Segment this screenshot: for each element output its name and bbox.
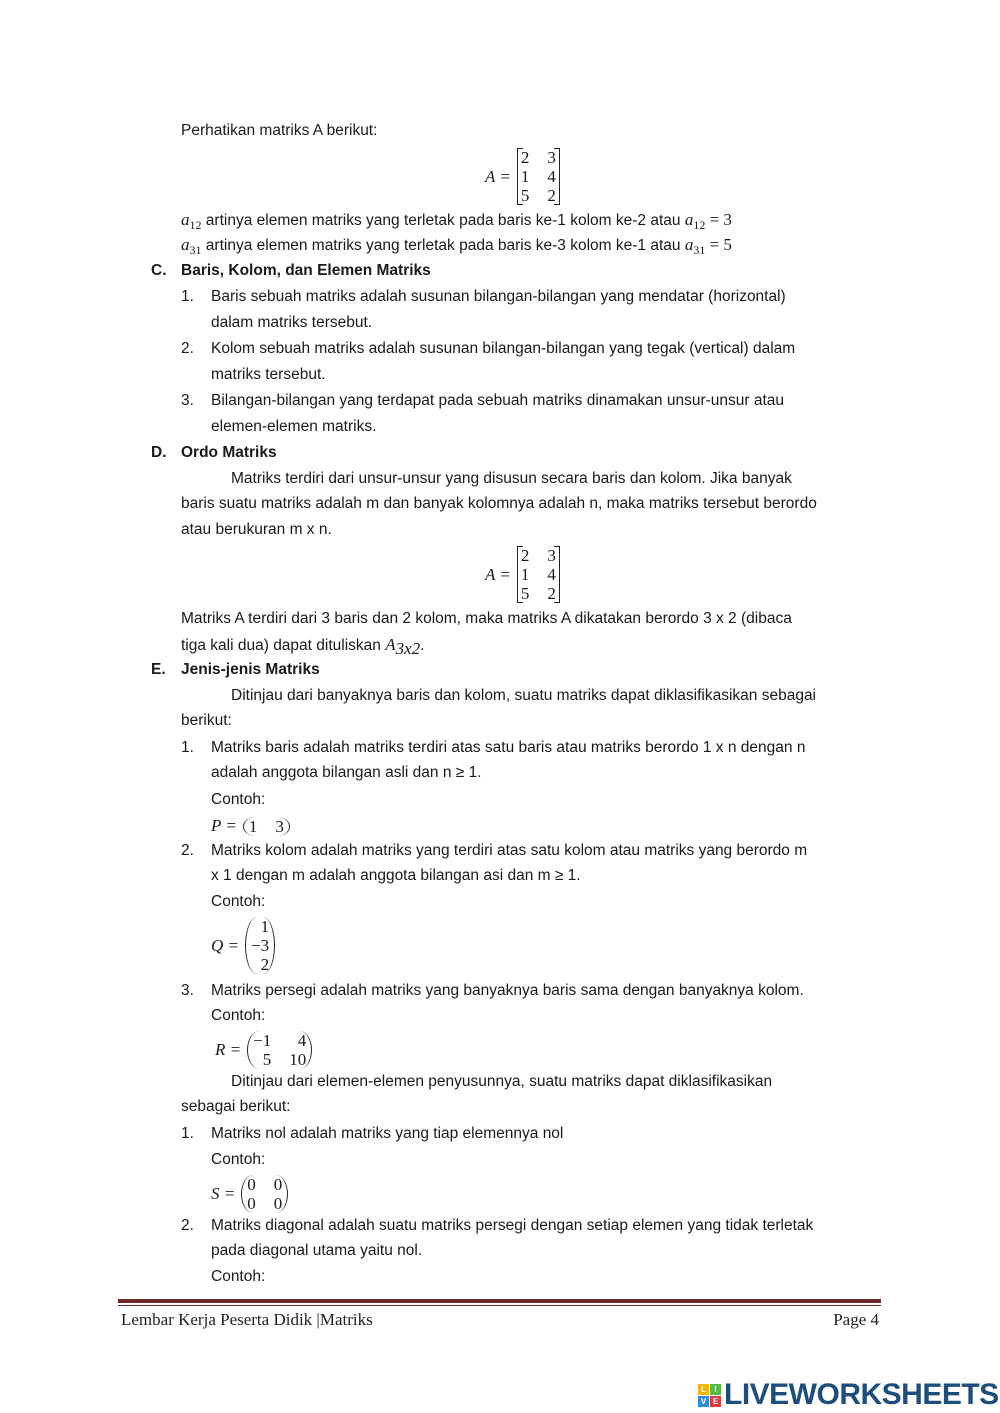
list-item-text: Matriks persegi adalah matriks yang banyaknya baris sama dengan banyaknya kolom. [211,982,804,999]
footer-title: Lembar Kerja Peserta Didik |Matriks [121,1310,373,1329]
matrix-body [245,917,275,974]
matrix-body [247,1031,312,1069]
matrix-label: P = [211,816,237,835]
matrix-cell: 5 [520,186,530,205]
section-d-heading: Ordo Matriks [181,444,277,461]
matrix-cell: 2 [547,186,556,205]
matrix-cell: 0 [247,1175,256,1194]
list-item-text: matriks tersebut. [211,366,326,383]
math-sub: 31 [189,243,202,257]
paragraph-text: atau berukuran m x n. [181,521,332,538]
matrix-a [485,148,560,205]
matrix-cell: 4 [547,167,556,186]
matrix-body [241,1175,288,1213]
list-number: 3. [181,392,194,409]
matrix-cell: 2 [520,546,530,565]
text: . [420,637,425,654]
text: artinya elemen matriks yang terletak pada baris ke-3 kolom ke-1 atau [201,237,685,254]
list-number: 2. [181,340,194,357]
section-e-heading: Jenis-jenis Matriks [181,661,320,678]
paragraph-text: Matriks terdiri dari unsur-unsur yang disusun secara baris dan kolom. Jika banyak [231,470,792,487]
matrix-label: A = [485,564,511,584]
example-label: Contoh: [211,1007,266,1024]
matrix-body [243,817,290,836]
example-label: Contoh: [211,893,266,910]
intro-text: Perhatikan matriks A berikut: [181,122,378,139]
example-label: Contoh: [211,1268,266,1285]
matrix-cell: 4 [547,565,556,584]
example-label: Contoh: [211,791,266,808]
math-var: a [684,210,694,229]
example-label: Contoh: [211,1151,266,1168]
math-sub: 12 [189,218,202,232]
matrix-cell: −3 [251,936,270,955]
math-var: A [385,635,396,654]
matrix-cell: 10 [289,1050,307,1069]
math-sub: 12 [693,218,706,232]
math-var: a [181,210,190,229]
matrix-cell: 1 [520,167,530,186]
matrix-cell: 2 [520,148,530,167]
matrix-label: R = [215,1040,242,1059]
list-number: 3. [181,982,194,999]
paragraph-text: sebagai berikut: [181,1098,291,1115]
logo-text: LIVEWORKSHEETS [724,1378,999,1411]
list-item-text: Matriks kolom adalah matriks yang terdiri atas satu kolom atau matriks yang berordo m [211,842,808,859]
matrix-a-ordo [485,546,560,603]
matrix-label: Q = [211,935,239,955]
list-number: 2. [181,842,194,859]
section-e-letter: E. [151,661,166,678]
matrix-cell: 3 [547,546,556,565]
math-sub: 31 [693,243,706,257]
matrix-label: A = [485,166,511,186]
section-c-letter: C. [151,262,167,279]
list-item-text: dalam matriks tersebut. [211,314,373,331]
a12-explanation [181,210,732,235]
footer-divider [118,1305,881,1306]
list-item-text: Kolom sebuah matriks adalah susunan bilangan-bilangan yang tegak (vertical) dalam [211,340,796,357]
matrix-cell: 0 [247,1194,256,1213]
matrix-cell: 5 [520,584,530,603]
matrix-q [211,917,275,974]
math-var: a [684,235,694,254]
list-item-text: elemen-elemen matriks. [211,418,377,435]
paragraph-text: berikut: [181,712,232,729]
text: artinya elemen matriks yang terletak pada baris ke-1 kolom ke-2 atau [201,212,685,229]
matrix-label: S = [211,1184,236,1203]
matrix-cell: 2 [260,955,270,974]
matrix-body [517,148,560,205]
section-c-heading: Baris, Kolom, dan Elemen Matriks [181,262,431,279]
page-number: Page 4 [833,1310,879,1329]
matrix-cell: 4 [297,1031,307,1050]
list-number: 1. [181,1125,194,1142]
logo-letter: V [698,1396,709,1407]
math-sub: 3x2 [395,639,421,658]
list-item-text: pada diagonal utama yaitu nol. [211,1242,423,1259]
footer-divider [118,1299,881,1303]
list-item-text: Baris sebuah matriks adalah susunan bilangan-bilangan yang mendatar (horizontal) [211,288,786,305]
list-number: 2. [181,1217,194,1234]
matrix-cell: 5 [262,1050,272,1069]
logo-icon [698,1384,721,1407]
math-eq: = 5 [705,235,732,254]
logo-letter: E [710,1396,721,1407]
matrix-cell: 1 [260,917,270,936]
matrix-p [211,816,290,836]
section-d-letter: D. [151,444,167,461]
logo-letter: L [698,1384,709,1395]
liveworksheets-logo [698,1378,999,1412]
paragraph-text [181,635,424,659]
matrix-s [211,1175,288,1213]
math-var: a [181,235,190,254]
a31-explanation [181,235,732,260]
text: tiga kali dua) dapat dituliskan [181,637,386,654]
list-item-text: adalah anggota bilangan asli dan n ≥ 1. [211,764,482,781]
matrix-cell: 0 [273,1194,283,1213]
matrix-cell: 1 [520,565,530,584]
paragraph-text: Ditinjau dari banyaknya baris dan kolom, suatu matriks dapat diklasifikasikan sebagai [231,687,817,704]
list-item-text: Matriks baris adalah matriks terdiri atas satu baris atau matriks berordo 1 x n dengan n [211,739,806,756]
matrix-body [517,546,560,603]
list-number: 1. [181,288,194,305]
list-item-text: Bilangan-bilangan yang terdapat pada sebuah matriks dinamakan unsur-unsur atau [211,392,785,409]
matrix-cell: 2 [547,584,556,603]
list-item-text: Matriks nol adalah matriks yang tiap elemennya nol [211,1125,564,1142]
list-item-text: x 1 dengan m adalah anggota bilangan asi dan m ≥ 1. [211,867,581,884]
list-number: 1. [181,739,194,756]
matrix-cell: 3 [547,148,556,167]
logo-letter: I [710,1384,721,1395]
paragraph-text: Ditinjau dari elemen-elemen penyusunnya, suatu matriks dapat diklasifikasikan [231,1073,773,1090]
paragraph-text: baris suatu matriks adalah m dan banyak kolomnya adalah n, maka matriks tersebut berordo [181,495,817,512]
matrix-cell: 3 [275,816,284,836]
math-eq: = 3 [705,210,732,229]
list-item-text: Matriks diagonal adalah suatu matriks persegi dengan setiap elemen yang tidak terletak [211,1217,814,1234]
matrix-cell: 0 [273,1175,283,1194]
paragraph-text: Matriks A terdiri dari 3 baris dan 2 kolom, maka matriks A dikatakan berordo 3 x 2 (dibaca [181,610,792,627]
matrix-r [215,1031,312,1069]
matrix-cell: 1 [248,816,258,836]
matrix-cell: −1 [253,1031,272,1050]
